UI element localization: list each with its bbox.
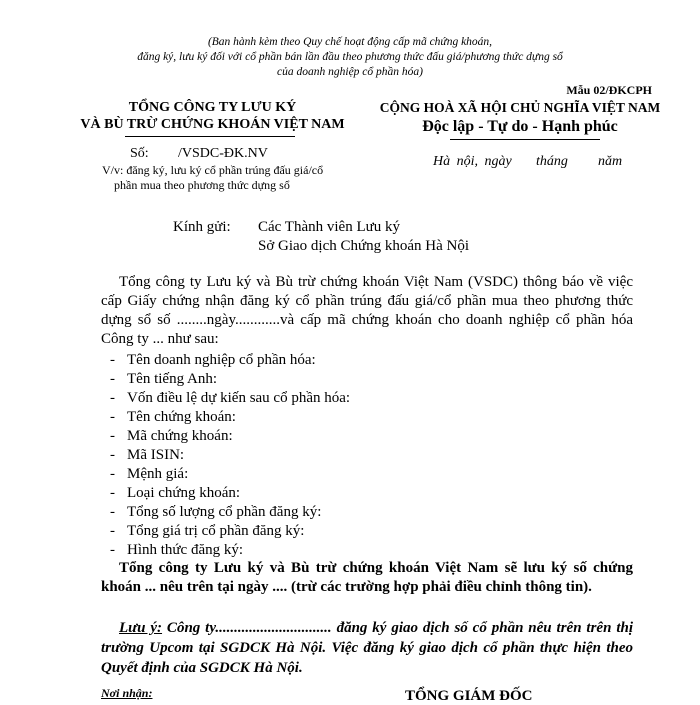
recipients-label: Kính gửi: xyxy=(173,219,231,235)
date-month: tháng xyxy=(536,154,568,169)
list-item: - Tên doanh nghiệp cổ phần hóa: xyxy=(108,351,350,370)
signer-title: TỔNG GIÁM ĐỐC xyxy=(405,688,533,704)
note-text: Công ty............................... đăng ký giao dịch số cổ phần nêu trên trên thị trường Upcom tại SGDCK Hà Nội. Việc đăng ký giao dịch cổ phần thực hiện theo Quyết định của SGDCK Hà Nội. xyxy=(101,620,633,676)
date-year: năm xyxy=(598,154,623,169)
custody-notice: Tổng công ty Lưu ký và Bù trừ chứng khoán Việt Nam sẽ lưu ký số chứng khoán ... nêu trên tại ngày .... (trừ các trường hợp phải điều chỉnh thông tin). xyxy=(101,560,633,595)
list-item: - Tổng giá trị cổ phần đăng ký: xyxy=(108,522,350,541)
subject-line-1: V/v: đăng ký, lưu ký cổ phần trúng đấu giá/cổ xyxy=(102,163,324,177)
national-title: CỘNG HOÀ XÃ HỘI CHỦ NGHĨA VIỆT NAM xyxy=(379,100,661,115)
issuer-line-2: VÀ BÙ TRỪ CHỨNG KHOÁN VIỆT NAM xyxy=(80,117,345,132)
list-item: - Hình thức đăng ký: xyxy=(108,541,350,560)
field-list xyxy=(108,351,350,560)
document-number-label: Số: xyxy=(130,146,149,161)
list-item: - Tổng số lượng cổ phần đăng ký: xyxy=(108,503,350,522)
national-header xyxy=(365,99,675,137)
form-number: Mẫu 02/ĐKCPH xyxy=(566,83,652,97)
note-label: Lưu ý: xyxy=(119,620,163,636)
list-item: - Mã chứng khoán: xyxy=(108,427,350,446)
national-motto: Độc lập - Tự do - Hạnh phúc xyxy=(422,118,618,135)
document-number xyxy=(130,146,268,162)
regulation-note xyxy=(95,35,605,80)
list-item: - Tên tiếng Anh: xyxy=(108,370,350,389)
motto-underline xyxy=(450,139,600,140)
regulation-note-line-2: đăng ký, lưu ký đối với cổ phần bán lần đầu theo phương thức đấu giá/phương thức dựng sổ xyxy=(137,51,563,63)
list-item: - Loại chứng khoán: xyxy=(108,484,350,503)
recipients-footer-label: Nơi nhận: xyxy=(101,686,153,700)
note-block xyxy=(101,618,633,678)
list-item: - Vốn điều lệ dự kiến sau cổ phần hóa: xyxy=(108,389,350,408)
issuer-underline xyxy=(125,136,295,137)
issuer-line-1: TỔNG CÔNG TY LƯU KÝ xyxy=(128,100,297,115)
document-number-value: /VSDC-ĐK.NV xyxy=(178,146,268,161)
recipient-1: Các Thành viên Lưu ký xyxy=(258,219,400,235)
list-item: - Mệnh giá: xyxy=(108,465,350,484)
date-place: Hà nội, ngày xyxy=(433,154,512,169)
date-line xyxy=(433,154,622,170)
regulation-note-line-3: của doanh nghiệp cổ phần hóa) xyxy=(277,66,423,78)
subject xyxy=(102,163,352,193)
regulation-note-line-1: (Ban hành kèm theo Quy chế hoạt động cấp mã chứng khoán, xyxy=(207,36,493,48)
recipient-2: Sở Giao dịch Chứng khoán Hà Nội xyxy=(258,238,470,254)
list-item: - Tên chứng khoán: xyxy=(108,408,350,427)
intro-paragraph: Tổng công ty Lưu ký và Bù trừ chứng khoán Việt Nam (VSDC) thông báo về việc cấp Giấy chứng nhận đăng ký cổ phần trúng đấu giá/cổ phần mua theo phương thức dựng sổ số ........ngày............và cấp mã chứng khoán cho doanh nghiệp cổ phần hóa Công ty ... như sau: xyxy=(101,274,633,347)
issuer-header xyxy=(60,99,365,133)
list-item: - Mã ISIN: xyxy=(108,446,350,465)
subject-line-2: phần mua theo phương thức dựng sổ xyxy=(114,178,290,192)
